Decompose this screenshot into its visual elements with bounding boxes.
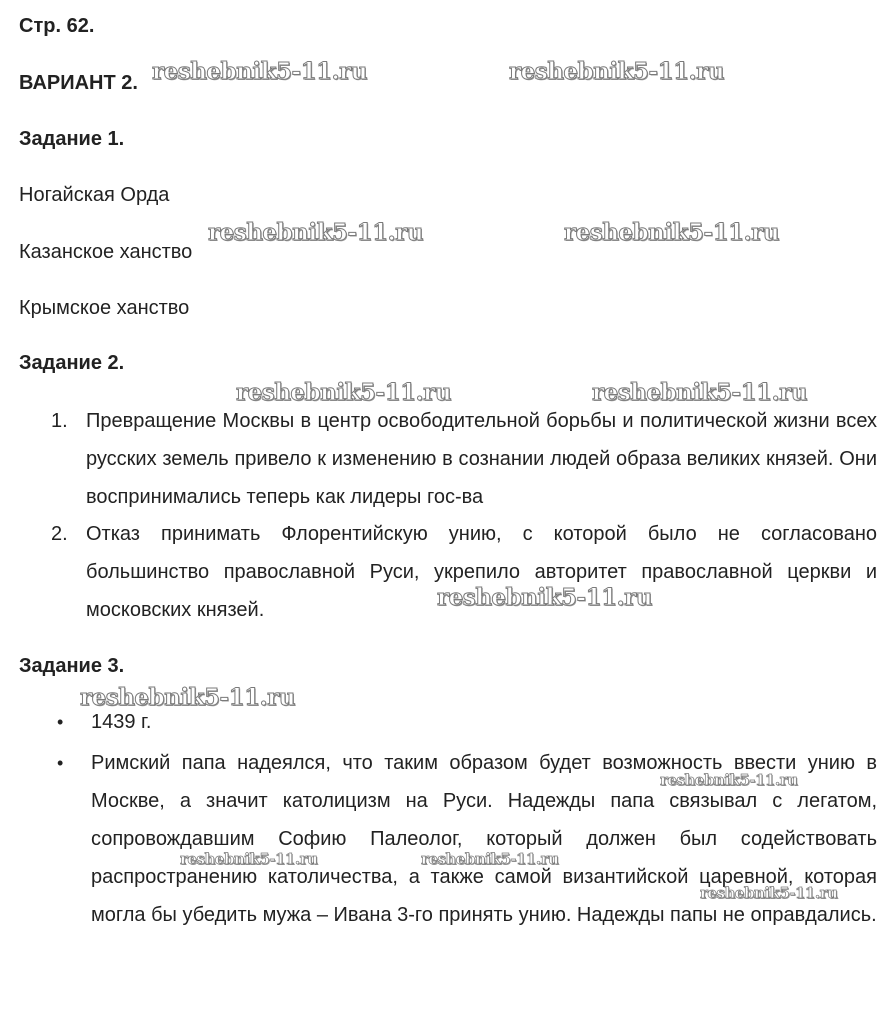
task3-item-text: 1439 г. (91, 711, 152, 733)
list-number: 2. (51, 523, 68, 545)
bullet-icon: • (57, 753, 64, 773)
page-label: Стр. 62. (19, 15, 95, 37)
watermark: reshebnik5-11.ru (564, 219, 779, 246)
watermark: reshebnik5-11.ru (152, 58, 367, 85)
bullet-icon: • (57, 712, 64, 732)
task3-heading: Задание 3. (19, 655, 125, 677)
task1-heading: Задание 1. (19, 128, 125, 150)
watermark: reshebnik5-11.ru (437, 584, 652, 611)
watermark: reshebnik5-11.ru (660, 771, 798, 789)
watermark: reshebnik5-11.ru (700, 884, 838, 902)
task1-item: Ногайская Орда (19, 184, 170, 206)
watermark: reshebnik5-11.ru (509, 58, 724, 85)
watermark: reshebnik5-11.ru (236, 379, 451, 406)
task2-item-text: Превращение Москвы в центр освободительной борьбы и политической жизни всех русских земель привело к изменению в сознании людей образа великих князей. Они воспринимались теперь как лидеры гос-ва (86, 410, 877, 508)
watermark: reshebnik5-11.ru (592, 379, 807, 406)
task3-item-text: Римский папа надеялся, что таким образом будет возможность ввести унию в Москве, а значит католицизм на Руси. Надежды папа связывал с легатом, сопровождавшим Софию Палеолог, который должен был содействовать распространению католичества, а также самой византийской царевной, которая могла бы убедить мужа – Ивана 3-го принять унию. Надежды папы не оправдались. (91, 752, 877, 926)
task2-item-text: Отказ принимать Флорентийскую унию, с которой было не согласовано большинство православной Руси, укрепило авторитет православной церкви и московских князей. (86, 523, 877, 621)
watermark: reshebnik5-11.ru (80, 684, 295, 711)
watermark: reshebnik5-11.ru (421, 850, 559, 868)
watermark: reshebnik5-11.ru (180, 850, 318, 868)
task2-heading: Задание 2. (19, 352, 125, 374)
task1-item: Казанское ханство (19, 241, 193, 263)
list-number: 1. (51, 410, 68, 432)
task1-item: Крымское ханство (19, 297, 190, 319)
variant-heading: ВАРИАНТ 2. (19, 72, 138, 94)
watermark: reshebnik5-11.ru (208, 219, 423, 246)
